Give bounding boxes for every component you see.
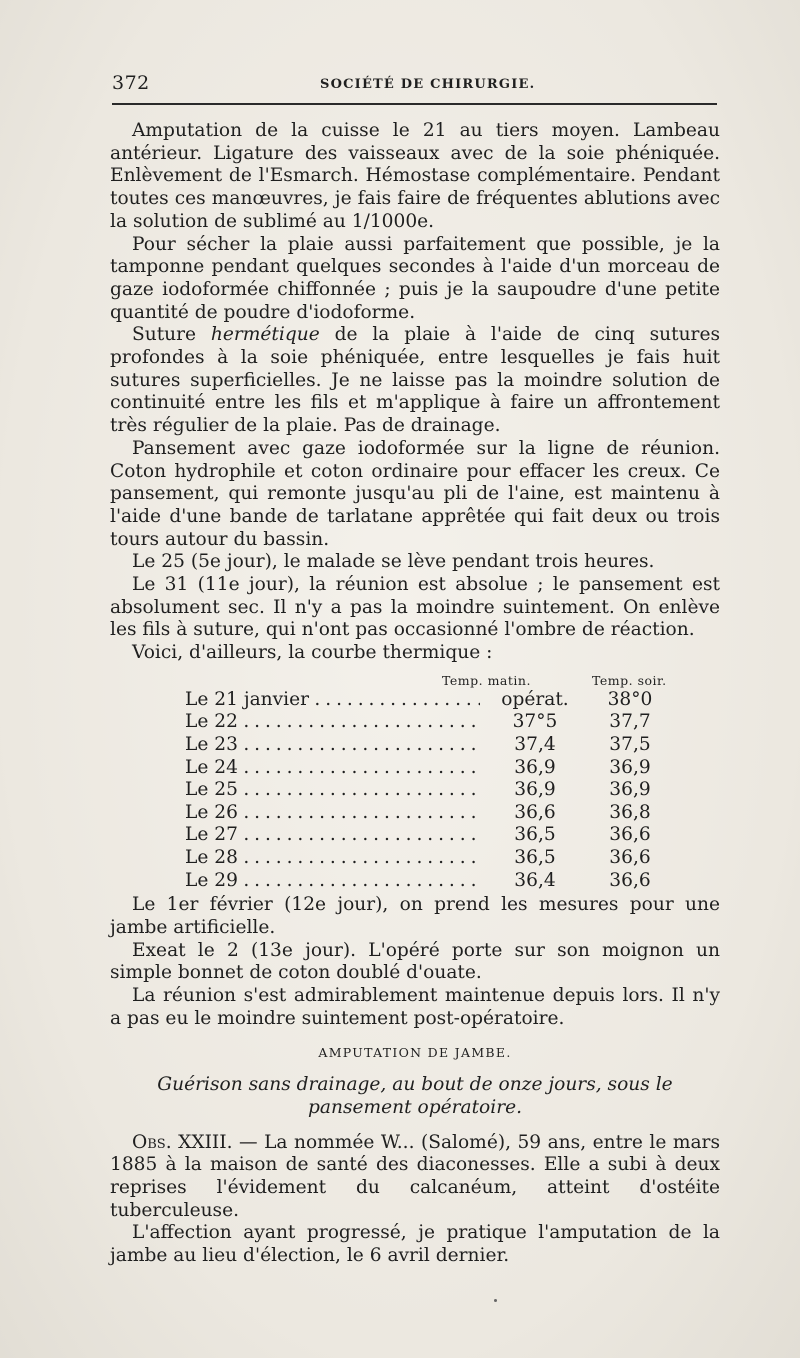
section-subtitle: Guérison sans drainage, au bout de onze jours, sous le pansement opératoire.: [157, 1074, 673, 1118]
section-heading: AMPUTATION DE JAMBE.: [318, 1045, 512, 1061]
morning-temp-cell: 36,9: [514, 756, 556, 778]
evening-temp-cell: 37,5: [609, 734, 651, 756]
paragraph: Exeat le 2 (13e jour). L'opéré porte sur son moignon un simple bonnet de coton doublé d'ouate.: [110, 939, 720, 984]
table-rows: [110, 689, 720, 892]
table-row: [110, 824, 720, 847]
day-cell: Le 22 . . .: [110, 711, 480, 734]
morning-temp-cell: 36,4: [514, 869, 556, 891]
morning-temp-cell: 37°5: [512, 711, 558, 733]
morning-temp-cell: opérat.: [501, 688, 569, 710]
paragraph: [110, 324, 720, 438]
day-cell: Le 27 . . .: [110, 824, 480, 847]
paragraph: Le 1er février (12e jour), on prend les mesures pour une jambe artificielle.: [110, 894, 720, 938]
ink-speck: [494, 1299, 497, 1302]
observation-paragraph: [110, 1132, 720, 1223]
evening-temp-cell: 36,6: [609, 847, 651, 869]
day-cell: Le 24 . . .: [110, 757, 480, 780]
day-cell: Le 29 . . .: [110, 870, 480, 893]
column-header-evening: Temp. soir.: [592, 672, 667, 688]
paragraph: Le 25 (5e jour), le malade se lève pendant trois heures.: [132, 551, 655, 573]
column-header-morning: Temp. matin.: [442, 672, 531, 688]
paragraph: Pour sécher la plaie aussi parfaitement que possible, je la tamponne pendant quelques secondes à l'aide d'un morceau de gaze iodoformée chiffonnée ; puis je la saupoudre d'une petite quantité de poudre d'iodoforme.: [110, 233, 720, 323]
table-row: [110, 711, 720, 734]
observation-label: Obs. XXIII.: [132, 1131, 233, 1153]
paragraph-text: Suture: [132, 324, 211, 346]
observation-text: — La nommée W... (Salomé), 59 ans, entre le mars 1885 à la maison de santé des diaconesses. Elle a subi à deux reprises l'évidement du calcanéum, atteint d'ostéite tuberculeuse.: [110, 1131, 720, 1221]
table-row: [110, 757, 720, 780]
temperature-table: [110, 669, 720, 892]
header-rule: [112, 103, 717, 105]
paragraph: Pansement avec gaze iodoformée sur la ligne de réunion. Coton hydrophile et coton ordinaire pour effacer les creux. Ce pansement, qui remonte jusqu'au pli de l'aine, est maintenu à l'aide d'une bande de tarlatane apprêtée qui fait deux ou trois tours autour du bassin.: [110, 437, 720, 550]
paragraph: Voici, d'ailleurs, la courbe thermique :: [132, 642, 493, 664]
day-cell: Le 26 . . .: [110, 802, 480, 825]
day-cell: Le 28 . . .: [110, 847, 480, 870]
day-cell: Le 23 . . .: [110, 734, 480, 757]
evening-temp-cell: 36,9: [609, 756, 651, 778]
paragraph: Amputation de la cuisse le 21 au tiers moyen. Lambeau antérieur. Ligature des vaisseaux avec de la soie phéniquée. Enlèvement de l'Esmarch. Hémostase complémentaire. Pendant toutes ces manœuvres, je fais faire de fréquentes ablutions avec la solution de sublimé au 1/1000e.: [110, 120, 720, 232]
day-cell: Le 21 janvier . . .: [110, 689, 480, 712]
evening-temp-cell: 36,9: [609, 779, 651, 801]
emphasis-text: hermétique: [210, 324, 320, 346]
evening-temp-cell: 36,6: [609, 824, 651, 846]
table-row: [110, 870, 720, 893]
morning-temp-cell: 37,4: [514, 734, 556, 756]
table-row: [110, 734, 720, 757]
page-number: 372: [112, 72, 150, 94]
paragraph-text: de la plaie à l'aide de cinq sutures profondes à la soie phéniquée, entre lesquelles je fais huit sutures superficielles. Je ne laisse pas la moindre solution de continuité entre les fils et m'applique à faire un affrontement très régulier de la plaie. Pas de drainage.: [110, 324, 720, 437]
paragraph: Le 31 (11e jour), la réunion est absolue ; le pansement est absolument sec. Il n'y a pas la moindre suintement. On enlève les fils à suture, qui n'ont pas occasionné l'ombre de réaction.: [110, 574, 720, 641]
page-body: [110, 117, 720, 1268]
table-header: [110, 669, 720, 689]
evening-temp-cell: 36,8: [609, 801, 651, 823]
table-row: [110, 847, 720, 870]
day-cell: Le 25 . . .: [110, 779, 480, 802]
evening-temp-cell: 38°0: [607, 688, 653, 710]
page-header: [112, 70, 717, 98]
running-head: SOCIÉTÉ DE CHIRURGIE.: [320, 77, 536, 92]
morning-temp-cell: 36,5: [514, 847, 556, 869]
morning-temp-cell: 36,6: [514, 801, 556, 823]
table-row: [110, 779, 720, 802]
morning-temp-cell: 36,5: [514, 824, 556, 846]
paragraph: L'affection ayant progressé, je pratique l'amputation de la jambe au lieu d'élection, le 6 avril dernier.: [110, 1222, 720, 1267]
evening-temp-cell: 36,6: [609, 869, 651, 891]
evening-temp-cell: 37,7: [609, 711, 651, 733]
morning-temp-cell: 36,9: [514, 779, 556, 801]
table-row: [110, 802, 720, 825]
paragraph: La réunion s'est admirablement maintenue depuis lors. Il n'y a pas eu le moindre suintement post-opératoire.: [110, 985, 720, 1029]
